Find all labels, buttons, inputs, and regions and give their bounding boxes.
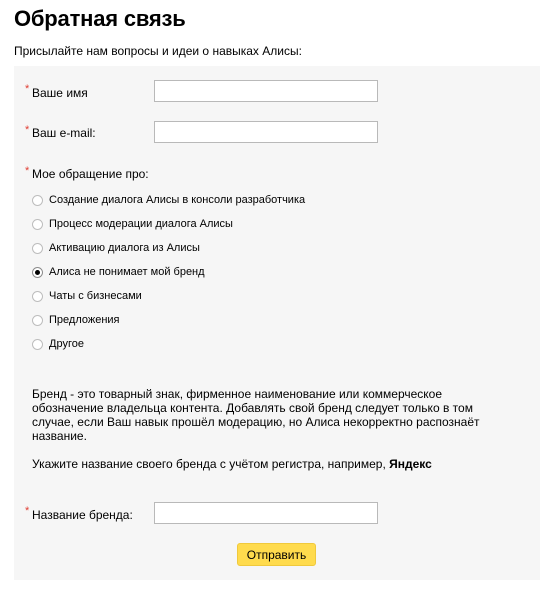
radio-option-suggestions[interactable] (32, 312, 120, 328)
brand-hint-text: Укажите название своего бренда с учётом регистра, например, (32, 457, 386, 471)
radio-option-label: Активацию диалога из Алисы (49, 242, 200, 254)
radio-option-label: Создание диалога Алисы в консоли разработчика (49, 194, 306, 206)
radio-option-label: Другое (49, 338, 84, 350)
brand-hint (32, 457, 502, 471)
radio-option-brand[interactable] (32, 264, 205, 280)
radio-option-label: Алиса не понимает мой бренд (49, 266, 205, 278)
email-label: Ваш e-mail: (32, 126, 96, 140)
submit-button[interactable]: Отправить (237, 543, 316, 566)
required-marker: * (25, 505, 30, 517)
radio-button[interactable] (32, 291, 43, 302)
radio-button[interactable] (32, 315, 43, 326)
brand-label: Название бренда: (32, 508, 133, 522)
radio-button[interactable] (32, 243, 43, 254)
required-marker: * (25, 83, 30, 95)
radio-button[interactable] (32, 195, 43, 206)
page-title: Обратная связь (14, 6, 186, 31)
radio-option-label: Чаты с бизнесами (49, 290, 142, 302)
radio-option-console[interactable] (32, 192, 305, 208)
radio-button[interactable] (32, 339, 43, 350)
brand-input[interactable] (154, 502, 378, 524)
page-subtitle: Присылайте нам вопросы и идеи о навыках Алисы: (14, 44, 302, 58)
name-label: Ваше имя (32, 86, 88, 100)
name-input[interactable] (154, 80, 378, 102)
required-marker: * (25, 124, 30, 136)
radio-option-label: Предложения (49, 314, 120, 326)
radio-option-other[interactable] (32, 336, 84, 352)
radio-button-selected[interactable] (32, 267, 43, 278)
brand-info-paragraph: Бренд - это товарный знак, фирменное наименование или коммерческое обозначение владельца контента. Добавлять свой бренд следует только в том случае, если Ваш навык прошёл модерацию, но Алиса некорректно распознаёт название. (32, 387, 480, 443)
radio-button[interactable] (32, 219, 43, 230)
radio-option-activation[interactable] (32, 240, 200, 256)
radio-option-label: Процесс модерации диалога Алисы (49, 218, 233, 230)
feedback-form (14, 66, 540, 580)
radio-option-moderation[interactable] (32, 216, 233, 232)
required-marker: * (25, 165, 30, 177)
brand-hint-example: Яндекс (389, 457, 432, 471)
topic-label: Мое обращение про: (32, 167, 149, 181)
radio-option-business-chats[interactable] (32, 288, 142, 304)
email-input[interactable] (154, 121, 378, 143)
